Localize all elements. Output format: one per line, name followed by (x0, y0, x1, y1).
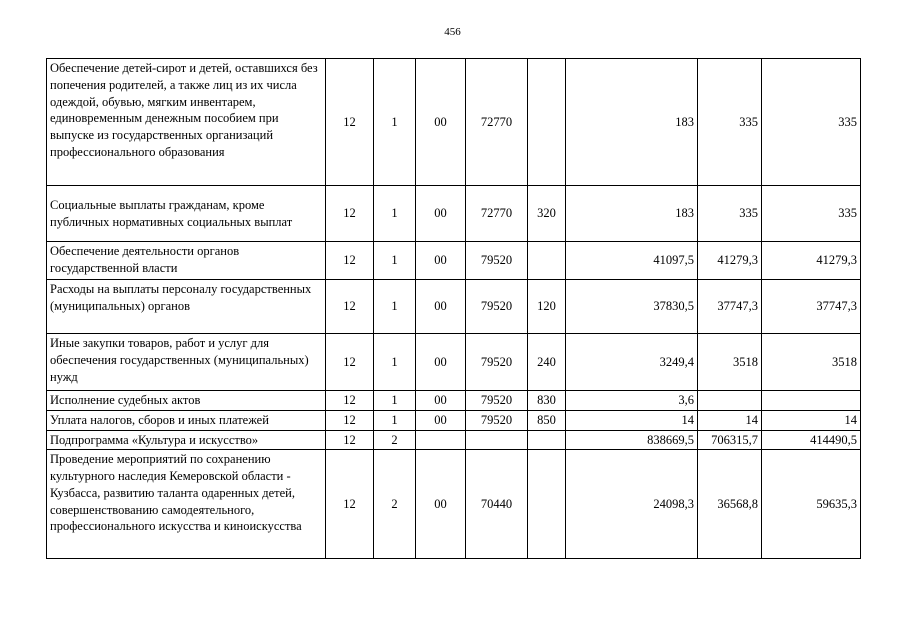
expense-type-cell: 120 (528, 280, 566, 334)
row-name: Расходы на выплаты персоналу государственных (муниципальных) органов (47, 280, 326, 334)
year2-cell: 36568,8 (698, 450, 762, 559)
code-cell: 79520 (466, 391, 528, 411)
subsection-cell: 1 (374, 334, 416, 391)
row-name: Уплата налогов, сборов и иных платежей (47, 410, 326, 430)
row-name: Обеспечение детей-сирот и детей, оставшихся без попечения родителей, а также лиц из их числа одеждой, обувью, мягким инвентарем, единовременным денежным пособием при выпуске из государственных организаций профессионального образования (47, 59, 326, 186)
year3-cell: 414490,5 (762, 430, 861, 450)
subsection-cell: 1 (374, 280, 416, 334)
table-row (47, 391, 861, 411)
page-number: 456 (444, 26, 461, 38)
year2-cell (698, 391, 762, 411)
year1-cell: 3249,4 (566, 334, 698, 391)
subsection-cell: 1 (374, 410, 416, 430)
table-row (47, 334, 861, 391)
expense-type-cell: 830 (528, 391, 566, 411)
year2-cell: 335 (698, 186, 762, 242)
subsection-cell: 1 (374, 391, 416, 411)
expense-type-cell: 320 (528, 186, 566, 242)
program-cell: 00 (416, 410, 466, 430)
subsection-cell: 2 (374, 430, 416, 450)
table-row (47, 410, 861, 430)
subsection-cell: 1 (374, 59, 416, 186)
program-cell: 00 (416, 242, 466, 280)
code-cell: 79520 (466, 410, 528, 430)
expense-type-cell (528, 430, 566, 450)
year2-cell: 706315,7 (698, 430, 762, 450)
program-cell: 00 (416, 391, 466, 411)
section-cell: 12 (326, 186, 374, 242)
program-cell: 00 (416, 186, 466, 242)
section-cell: 12 (326, 430, 374, 450)
table-row (47, 280, 861, 334)
code-cell: 79520 (466, 280, 528, 334)
year3-cell: 59635,3 (762, 450, 861, 559)
year2-cell: 335 (698, 59, 762, 186)
section-cell: 12 (326, 242, 374, 280)
subsection-cell: 1 (374, 186, 416, 242)
year1-cell: 14 (566, 410, 698, 430)
row-name: Социальные выплаты гражданам, кроме публичных нормативных социальных выплат (47, 186, 326, 242)
code-cell: 79520 (466, 334, 528, 391)
expense-type-cell: 850 (528, 410, 566, 430)
subsection-cell: 1 (374, 242, 416, 280)
section-cell: 12 (326, 59, 374, 186)
row-name: Иные закупки товаров, работ и услуг для обеспечения государственных (муниципальных) нужд (47, 334, 326, 391)
year2-cell: 3518 (698, 334, 762, 391)
expense-type-cell (528, 242, 566, 280)
year3-cell: 335 (762, 59, 861, 186)
code-cell: 72770 (466, 59, 528, 186)
year2-cell: 14 (698, 410, 762, 430)
section-cell: 12 (326, 450, 374, 559)
year2-cell: 37747,3 (698, 280, 762, 334)
year3-cell: 335 (762, 186, 861, 242)
row-name: Обеспечение деятельности органов государственной власти (47, 242, 326, 280)
subsection-cell: 2 (374, 450, 416, 559)
year3-cell: 14 (762, 410, 861, 430)
table-row (47, 450, 861, 559)
year3-cell: 3518 (762, 334, 861, 391)
year3-cell (762, 391, 861, 411)
year1-cell: 41097,5 (566, 242, 698, 280)
table-row (47, 242, 861, 280)
expense-type-cell (528, 59, 566, 186)
program-cell: 00 (416, 280, 466, 334)
section-cell: 12 (326, 334, 374, 391)
code-cell: 79520 (466, 242, 528, 280)
year1-cell: 838669,5 (566, 430, 698, 450)
year3-cell: 37747,3 (762, 280, 861, 334)
program-cell: 00 (416, 450, 466, 559)
program-cell: 00 (416, 59, 466, 186)
section-cell: 12 (326, 280, 374, 334)
year2-cell: 41279,3 (698, 242, 762, 280)
table-row (47, 59, 861, 186)
table-row (47, 186, 861, 242)
row-name: Исполнение судебных актов (47, 391, 326, 411)
row-name: Подпрограмма «Культура и искусство» (47, 430, 326, 450)
code-cell: 72770 (466, 186, 528, 242)
year1-cell: 183 (566, 186, 698, 242)
expense-type-cell: 240 (528, 334, 566, 391)
program-cell: 00 (416, 334, 466, 391)
section-cell: 12 (326, 410, 374, 430)
section-cell: 12 (326, 391, 374, 411)
row-name: Проведение мероприятий по сохранению культурного наследия Кемеровской области - Кузбасса, развитию таланта одаренных детей, совершенствованию самодеятельного, профессионального искусства и киноискусства (47, 450, 326, 559)
program-cell (416, 430, 466, 450)
code-cell: 70440 (466, 450, 528, 559)
year3-cell: 41279,3 (762, 242, 861, 280)
year1-cell: 37830,5 (566, 280, 698, 334)
expense-type-cell (528, 450, 566, 559)
budget-table (46, 58, 861, 559)
year1-cell: 3,6 (566, 391, 698, 411)
year1-cell: 24098,3 (566, 450, 698, 559)
year1-cell: 183 (566, 59, 698, 186)
code-cell (466, 430, 528, 450)
table-row (47, 430, 861, 450)
